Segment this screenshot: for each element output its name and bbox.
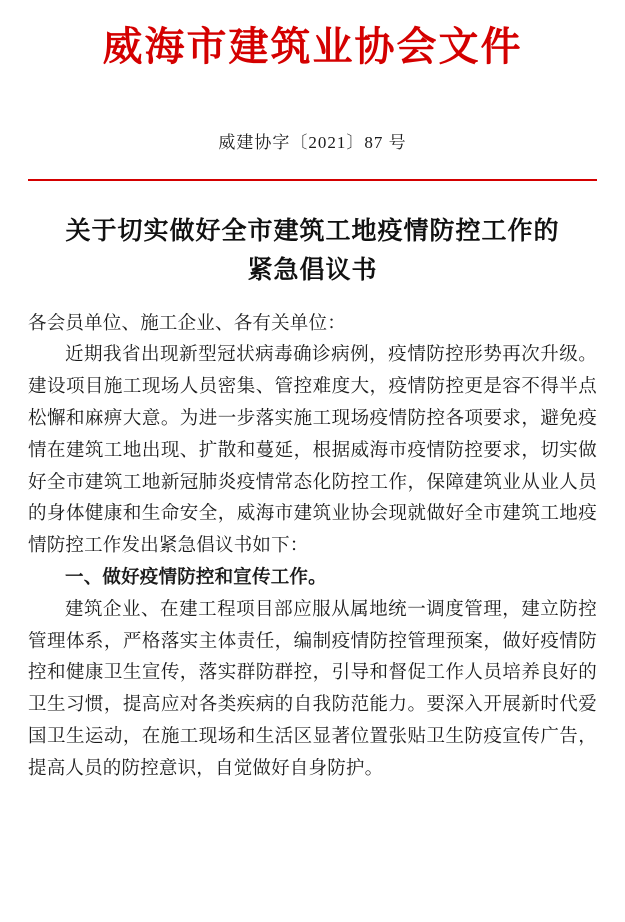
section-1-heading: 一、做好疫情防控和宣传工作。 bbox=[65, 568, 327, 588]
document-page bbox=[0, 22, 625, 922]
red-divider-rule bbox=[28, 179, 597, 181]
salutation: 各会员单位、施工企业、各有关单位： bbox=[28, 313, 346, 334]
section-1-paragraph: 建筑企业、在建工程项目部应服从属地统一调度管理，建立防控管理体系，严格落实主体责任，编制疫情防控管理预案，做好疫情防控和健康卫生宣传，落实群防群控，引导和督促工作人员培养良好的卫生习惯，提高应对各类疾病的自我防范能力。要深入开展新时代爱国卫生运动，在施工现场和生活区显著位置张贴卫生防疫宣传广告，提高人员的防控意识，自觉做好自身防护。 bbox=[28, 599, 597, 779]
paragraph-intro: 近期我省出现新型冠状病毒确诊病例，疫情防控形势再次升级。建设项目施工现场人员密集、管控难度大，疫情防控更是容不得半点松懈和麻痹大意。为进一步落实施工现场疫情防控各项要求，避免疫情在建筑工地出现、扩散和蔓延，根据威海市疫情防控要求，切实做好全市建筑工地新冠肺炎疫情常态化防控工作，保障建筑业从业人员的身体健康和生命安全，威海市建筑业协会现就做好全市建筑工地疫情防控工作发出紧急倡议书如下： bbox=[28, 345, 597, 557]
document-number: 威建协字〔2021〕87 号 bbox=[218, 133, 407, 152]
subject-line-2: 紧急倡议书 bbox=[247, 256, 378, 284]
document-subject bbox=[28, 213, 597, 291]
document-body bbox=[28, 309, 597, 786]
subject-line-1: 关于切实做好全市建筑工地疫情防控工作的 bbox=[65, 218, 560, 245]
document-header-title: 威海市建筑业协会文件 bbox=[102, 24, 523, 69]
